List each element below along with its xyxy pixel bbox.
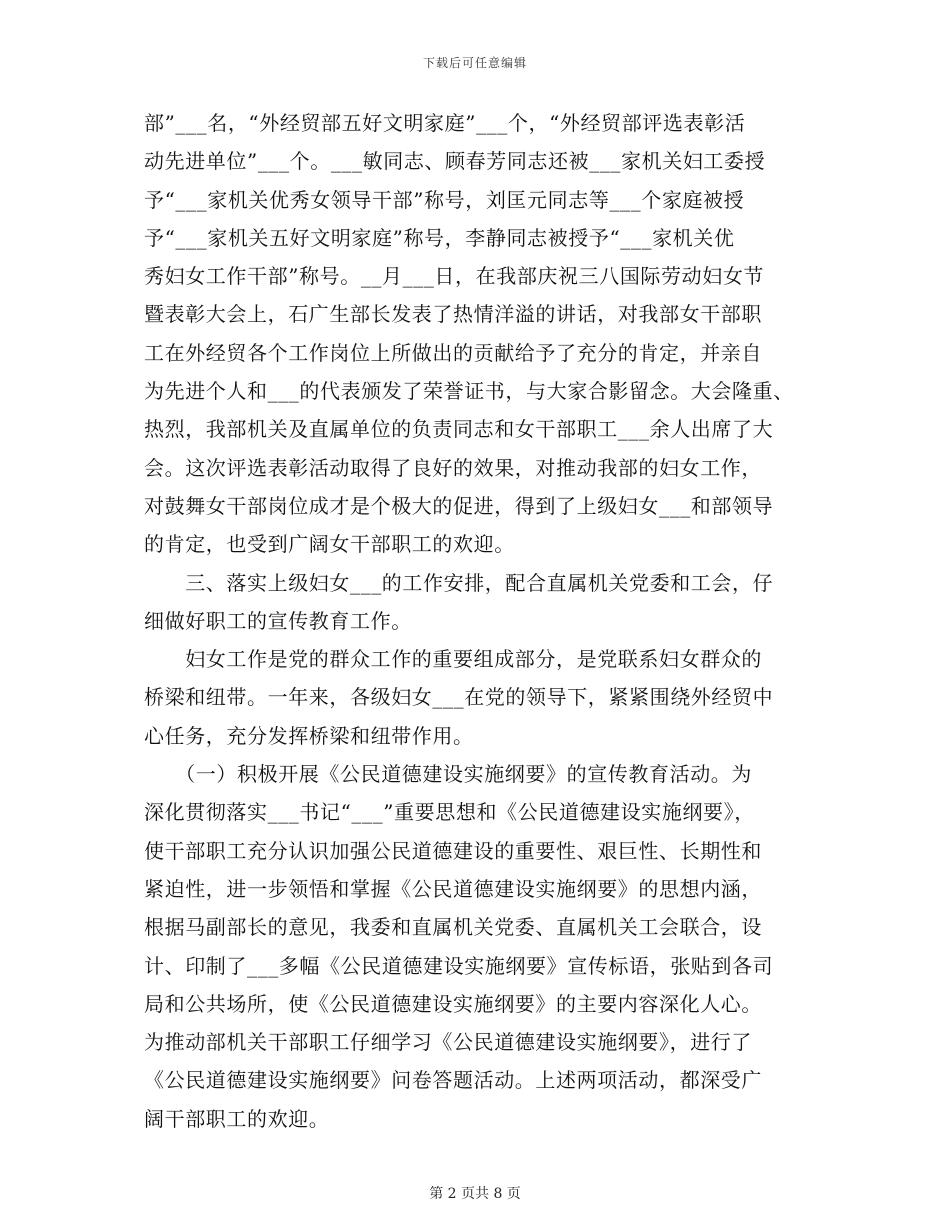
body-line: 阔干部职工的欢迎。 (144, 1106, 330, 1131)
body-line: 桥梁和纽带。一年来，各级妇女___在党的领导下，紧紧围绕外经贸中 (144, 685, 774, 710)
body-line: 予“___家机关五好文明家庭”称号，李静同志被授予“___家机关优 (144, 225, 735, 250)
document-body (144, 104, 824, 1138)
section-heading-line: 细做好职工的宣传教育工作。 (144, 608, 412, 633)
body-line: 动先进单位”___个。___敏同志、顾春芳同志还被___家机关妇工委授 (144, 149, 766, 174)
body-line: 深化贯彻落实___书记“___”重要思想和《公民道德建设实施纲要》， (144, 800, 755, 825)
body-line: 妇女工作是党的群众工作的重要组成部分，是党联系妇女群众的 (144, 647, 762, 672)
section-heading-line: 三、落实上级妇女___的工作安排，配合直属机关党委和工会，仔 (144, 570, 774, 595)
body-line: 《公民道德建设实施纲要》问卷答题活动。上述两项活动，都深受广 (144, 1068, 762, 1093)
body-line: 为推动部机关干部职工仔细学习《公民道德建设实施纲要》，进行了 (144, 1030, 752, 1055)
body-line: 暨表彰大会上，石广生部长发表了热情洋溢的讲话，对我部女干部职 (144, 302, 762, 327)
page-header: 下载后可任意编辑 (422, 56, 527, 70)
body-line: 予“___家机关优秀女领导干部”称号，刘匡元同志等___个家庭被授 (144, 187, 745, 212)
body-line: 局和公共场所，使《公民道德建设实施纲要》的主要内容深化人心。 (144, 991, 762, 1016)
body-line: 秀妇女工作干部”称号。__月___日，在我部庆祝三八国际劳动妇女节 (144, 264, 765, 289)
page-number: 第 2 页共 8 页 (429, 1186, 521, 1202)
body-line: 使干部职工充分认识加强公民道德建设的重要性、艰巨性、长期性和 (144, 838, 762, 863)
body-line: 的肯定，也受到广阔女干部职工的欢迎。 (144, 532, 515, 557)
body-line: 心任务，充分发挥桥梁和纽带作用。 (144, 723, 474, 748)
subsection-heading-line: （一）积极开展《公民道德建设实施纲要》的宣传教育活动。为 (144, 762, 752, 787)
body-line: 紧迫性，进一步领悟和掌握《公民道德建设实施纲要》的思想内涵， (144, 876, 762, 901)
body-line: 工在外经贸各个工作岗位上所做出的贡献给予了充分的肯定，并亲自 (144, 340, 762, 365)
body-line: 部”___名，“外经贸部五好文明家庭”___个，“外经贸部评选表彰活 (144, 111, 746, 135)
body-line: 为先进个人和___的代表颁发了荣誉证书，与大家合影留念。大会隆重、 (144, 379, 794, 404)
body-line: 计、印制了___多幅《公民道德建设实施纲要》宣传标语，张贴到各司 (144, 953, 774, 978)
body-line: 对鼓舞女干部岗位成才是个极大的促进，得到了上级妇女___和部领导 (144, 493, 774, 518)
body-line: 会。这次评选表彰活动取得了良好的效果，对推动我部的妇女工作， (144, 455, 762, 480)
body-line: 根据马副部长的意见，我委和直属机关党委、直属机关工会联合，设 (144, 915, 762, 940)
body-line: 热烈，我部机关及直属单位的负责同志和女干部职工___余人出席了大 (144, 417, 774, 442)
